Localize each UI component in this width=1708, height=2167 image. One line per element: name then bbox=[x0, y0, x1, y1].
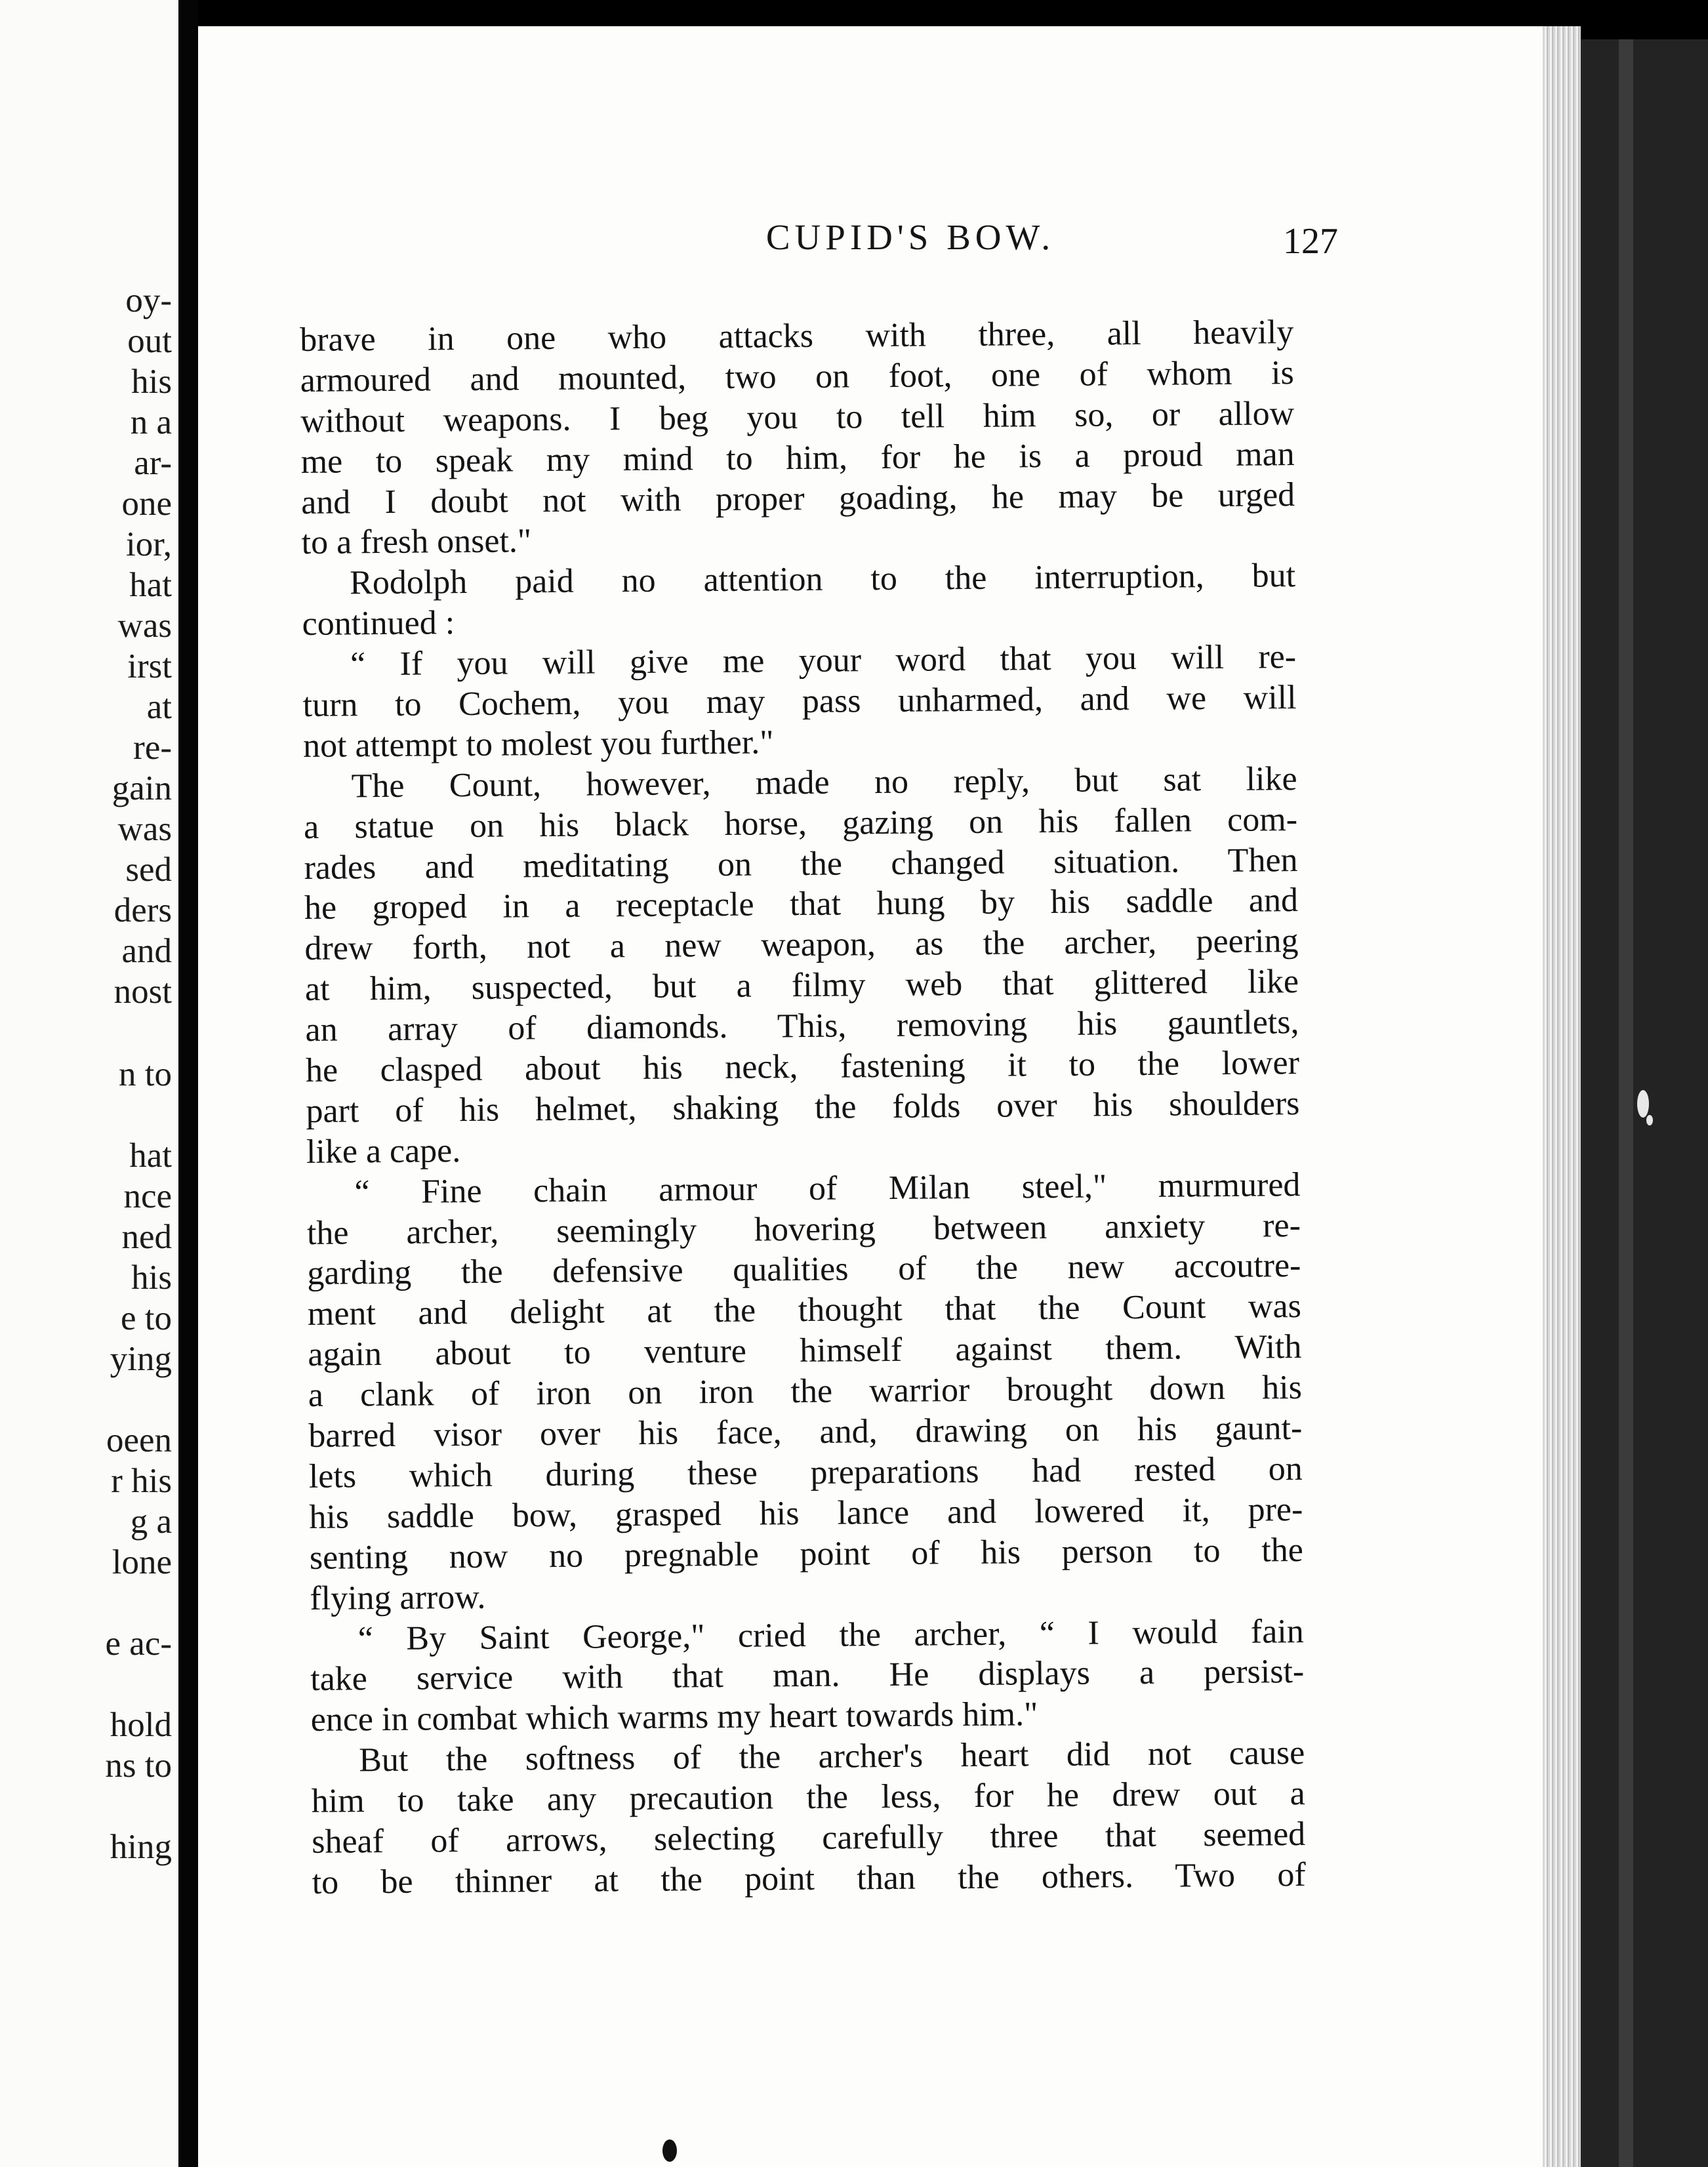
left-page-fragment: at bbox=[146, 688, 172, 726]
left-page-fragment: r his bbox=[111, 1462, 172, 1500]
left-page-fragment: re- bbox=[133, 729, 172, 767]
scan-speck bbox=[1637, 1090, 1649, 1118]
left-page-fragment: one bbox=[121, 485, 172, 523]
text-line: “ By Saint George," cried the archer, “ I would fain bbox=[357, 1612, 1304, 1657]
scan-speck bbox=[1646, 1115, 1653, 1125]
left-page-fragment: e ac- bbox=[105, 1625, 172, 1663]
left-page-fragment: ar- bbox=[134, 444, 172, 482]
text-line: The Count, however, made no reply, but sat like bbox=[351, 759, 1297, 805]
left-page-fragment: e to bbox=[121, 1299, 172, 1337]
cover-edge bbox=[1619, 39, 1633, 2167]
text-line: an array of diamonds. This, removing his gauntlets, bbox=[305, 1003, 1299, 1049]
text-line: senting now no pregnable point of his person to the bbox=[309, 1531, 1303, 1577]
text-line: “ Fine chain armour of Milan steel," murmured bbox=[354, 1165, 1301, 1211]
text-line: continued : bbox=[302, 604, 455, 643]
book-gutter bbox=[178, 0, 198, 2167]
text-line: at him, suspected, but a filmy web that glittered like bbox=[304, 963, 1299, 1009]
text-line: turn to Cochem, you may pass unharmed, and we will bbox=[302, 679, 1297, 724]
text-line: and I doubt not with proper goading, he may be urged bbox=[300, 476, 1295, 521]
text-line: he groped in a receptacle that hung by his saddle and bbox=[304, 881, 1299, 927]
text-line: to a fresh onset." bbox=[301, 522, 532, 562]
left-page-fragment: out bbox=[127, 322, 172, 360]
page-number: 127 bbox=[1283, 221, 1338, 262]
running-head: CUPID'S BOW. bbox=[765, 217, 1055, 257]
left-page-fragment: ying bbox=[110, 1340, 172, 1378]
left-page-fragment: and bbox=[121, 932, 172, 970]
text-line: part of his helmet, shaking the folds over his shoulders bbox=[306, 1084, 1300, 1130]
left-page-fragment: hing bbox=[110, 1828, 172, 1866]
left-page-fragment: sed bbox=[125, 851, 172, 889]
text-line: rades and meditating on the changed situation. Then bbox=[304, 841, 1298, 887]
text-line: again about to venture himself against them. With bbox=[308, 1328, 1302, 1374]
left-page-fragment: his bbox=[131, 363, 172, 401]
text-line: ment and delight at the thought that the Count was bbox=[307, 1287, 1302, 1333]
body-text bbox=[300, 312, 1306, 1903]
text-line: like a cape. bbox=[306, 1131, 461, 1171]
left-page-fragment: nost bbox=[113, 973, 172, 1011]
text-line: flying arrow. bbox=[310, 1578, 486, 1617]
text-line: not attempt to molest you further." bbox=[302, 723, 774, 765]
text-line: him to take any precaution the less, for he drew out a bbox=[311, 1775, 1305, 1820]
text-line: But the softness of the archer's heart did not cause bbox=[359, 1734, 1305, 1779]
left-page-fragment: ders bbox=[113, 891, 172, 929]
text-line: “ If you will give me your word that you will re- bbox=[350, 638, 1297, 683]
text-line: a statue on his black horse, gazing on his fallen com- bbox=[303, 800, 1298, 846]
left-page-fragment: n a bbox=[130, 403, 172, 441]
previous-page-edge bbox=[0, 0, 178, 2167]
left-page-fragment: nce bbox=[123, 1177, 172, 1215]
book-page bbox=[198, 26, 1553, 2167]
left-page-fragment: oy- bbox=[125, 281, 172, 319]
left-page-fragment: gain bbox=[112, 769, 172, 807]
left-page-fragment: oeen bbox=[106, 1421, 172, 1459]
left-page-fragment: hold bbox=[110, 1706, 172, 1744]
text-line: he clasped about his neck, fastening it to the lower bbox=[305, 1044, 1300, 1089]
text-line: the archer, seemingly hovering between anxiety re- bbox=[306, 1206, 1301, 1252]
text-line: a clank of iron on iron the warrior brought down his bbox=[308, 1369, 1303, 1415]
text-line: lets which during these preparations had rested on bbox=[308, 1449, 1303, 1495]
text-line: drew forth, not a new weapon, as the archer, peering bbox=[304, 922, 1299, 968]
left-page-fragment: hat bbox=[129, 1137, 172, 1175]
text-line: garding the defensive qualities of the new accoutre- bbox=[307, 1247, 1301, 1293]
text-line: ence in combat which warms my heart towards him." bbox=[310, 1695, 1038, 1739]
text-line: brave in one who attacks with three, all heavily bbox=[300, 314, 1294, 359]
left-page-fragment: ned bbox=[121, 1218, 172, 1256]
left-page-fragment: ns to bbox=[105, 1747, 172, 1785]
left-page-fragment: hat bbox=[129, 566, 172, 604]
left-page-fragment: irst bbox=[127, 647, 172, 685]
text-line: me to speak my mind to him, for he is a proud man bbox=[300, 435, 1295, 481]
text-line: barred visor over his face, and, drawing on his gaunt- bbox=[308, 1409, 1303, 1455]
left-page-fragment: his bbox=[131, 1259, 172, 1297]
text-line: his saddle bow, grasped his lance and lowered it, pre- bbox=[309, 1490, 1303, 1536]
text-line: without weapons. I beg you to tell him so, or allow bbox=[300, 394, 1295, 440]
text-line: Rodolph paid no attention to the interruption, but bbox=[349, 557, 1296, 602]
left-page-fragment: was bbox=[117, 607, 172, 645]
text-line: to be thinner at the point than the others. Two of bbox=[312, 1855, 1306, 1901]
left-page-fragment: ior, bbox=[125, 525, 172, 563]
page-block-edges bbox=[1543, 26, 1581, 2167]
text-line: armoured and mounted, two on foot, one of whom is bbox=[300, 354, 1294, 399]
text-line: sheaf of arrows, selecting carefully three that seemed bbox=[312, 1815, 1306, 1861]
left-page-fragment: g a bbox=[130, 1503, 172, 1541]
scan-speck bbox=[662, 2139, 677, 2162]
text-line: take service with that man. He displays a persist- bbox=[310, 1653, 1305, 1699]
left-page-fragment: was bbox=[117, 810, 172, 848]
left-page-fragment: lone bbox=[112, 1543, 172, 1581]
left-page-fragment: n to bbox=[119, 1055, 172, 1093]
